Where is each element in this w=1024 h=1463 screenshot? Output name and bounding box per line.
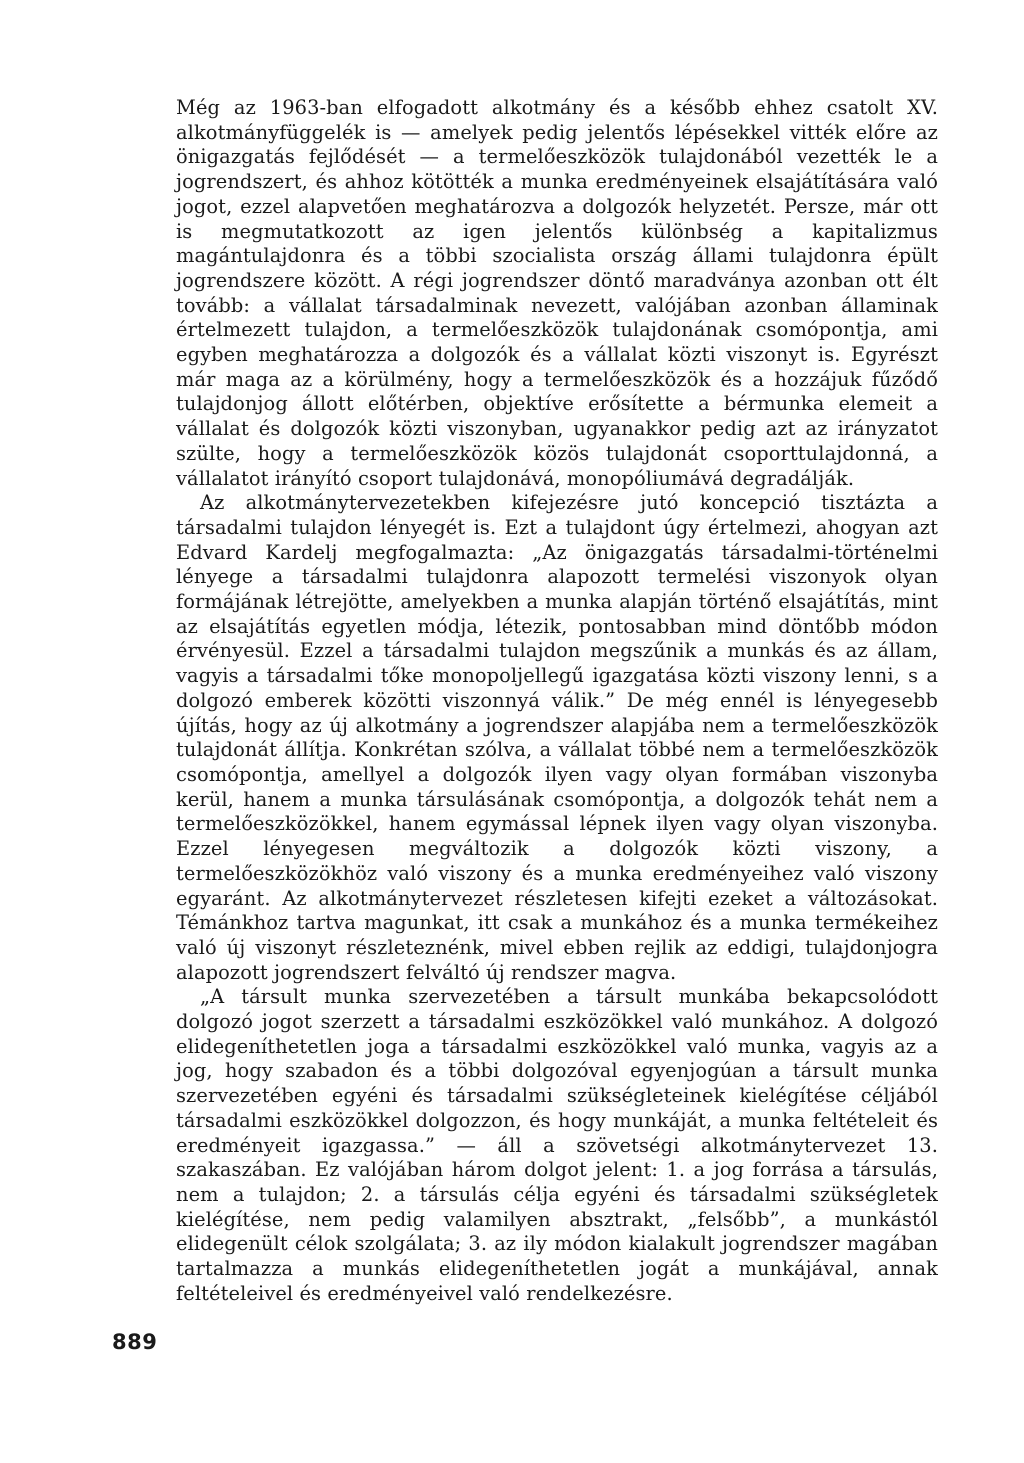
page-number: 889: [112, 1330, 158, 1354]
paragraph-2: Az alkotmánytervezetekben kifejezésre jutó koncepció tisztázta a társadalmi tulajdon lényegét is. Ezt a tulajdont úgy értelmezi, ahogyan azt Edvard Kardelj megfogalmazta: „Az önigazgatás társadalmi-történelmi lényege a társadalmi tulajdonra alapozott termelési viszonyok olyan formájának létrejötte, amelyekben a munka alapján történő elsajátítás, mint az elsajátítás egyetlen módja, létezik, pontosabban mind döntőbb módon érvényesül. Ezzel a társadalmi tulajdon megszűnik a munkás és az állam, vagyis a társadalmi tőke monopoljellegű igazgatása közti viszony lenni, s a dolgozó emberek közötti viszonnyá válik.” De még ennél is lényegesebb újítás, hogy az új alkotmány a jogrendszer alapjába nem a termelőeszközök tulajdonát állítja. Konkrétan szólva, a vállalat többé nem a termelőeszközök csomópontja, amellyel a dolgozók ilyen vagy olyan formában viszonyba kerül, hanem a munka társulásának csomópontja, a dolgozók tehát nem a termelőeszközökkel, hanem egymással lépnek ilyen vagy olyan viszonyba. Ezzel lényegesen megváltozik a dolgozók közti viszony, a termelőeszközökhöz való viszony és a munka eredményeihez való viszony egyaránt. Az alkotmánytervezet részletesen kifejti ezeket a változásokat. Témánkhoz tartva magunkat, itt csak a munkához és a munka termékeihez való új viszonyt részleteznénk, mivel ebben rejlik az eddigi, tulajdonjogra alapozott jogrendszert felváltó új rendszer magva.: [176, 491, 938, 984]
body-text: [176, 96, 938, 1306]
paragraph-3: „A társult munka szervezetében a társult munkába bekapcsolódott dolgozó jogot szerzett a társadalmi eszközökkel való munkához. A dolgozó elidegeníthetetlen joga a társadalmi eszközökkel való munka, vagyis az a jog, hogy szabadon és a többi dolgozóval egyenjogúan a társult munka szervezetében egyéni és társadalmi szükségleteinek kielégítése céljából társadalmi eszközökkel dolgozzon, és hogy munkáját, a munka feltételeit és eredményeit igazgassa.” — áll a szövetségi alkotmánytervezet 13. szakaszában. Ez valójában három dolgot jelent: 1. a jog forrása a társulás, nem a tulajdon; 2. a társulás célja egyéni és társadalmi szükségletek kielégítése, nem pedig valamilyen absztrakt, „felsőbb”, a munkástól elidegenült célok szolgálata; 3. az ily módon kialakult jogrendszer magában tartalmazza a munkás elidegeníthetetlen jogát a munkájával, annak feltételeivel és eredményeivel való rendelkezésre.: [176, 985, 938, 1305]
paragraph-1: Még az 1963-ban elfogadott alkotmány és a később ehhez csatolt XV. alkotmányfüggelék is — amelyek pedig jelentős lépésekkel vitték előre az önigazgatás fejlődését — a termelőeszközök tulajdonából vezették le a jogrendszert, és ahhoz kötötték a munka eredményeinek elsajátítására való jogot, ezzel alapvetően meghatározva a dolgozók helyzetét. Persze, már ott is megmutatkozott az igen jelentős különbség a kapitalizmus magántulajdonra és a többi szocialista ország állami tulajdonra épült jogrendszere között. A régi jogrendszer döntő maradványa azonban ott élt tovább: a vállalat társadalminak nevezett, valójában azonban államinak értelmezett tulajdon, a termelőeszközök tulajdonának csomópontja, ami egyben meghatározza a dolgozók és a vállalat közti viszonyt is. Egyrészt már maga az a körülmény, hogy a termelőeszközök és a hozzájuk fűződő tulajdonjog állott előtérben, objektíve erősítette a bérmunka elemeit a vállalat és dolgozók közti viszonyban, ugyanakkor pedig azt az irányzatot szülte, hogy a termelőeszközök közös tulajdonát csoporttulajdonná, a vállalatot irányító csoport tulajdonává, monopóliumává degradálják.: [176, 96, 938, 490]
